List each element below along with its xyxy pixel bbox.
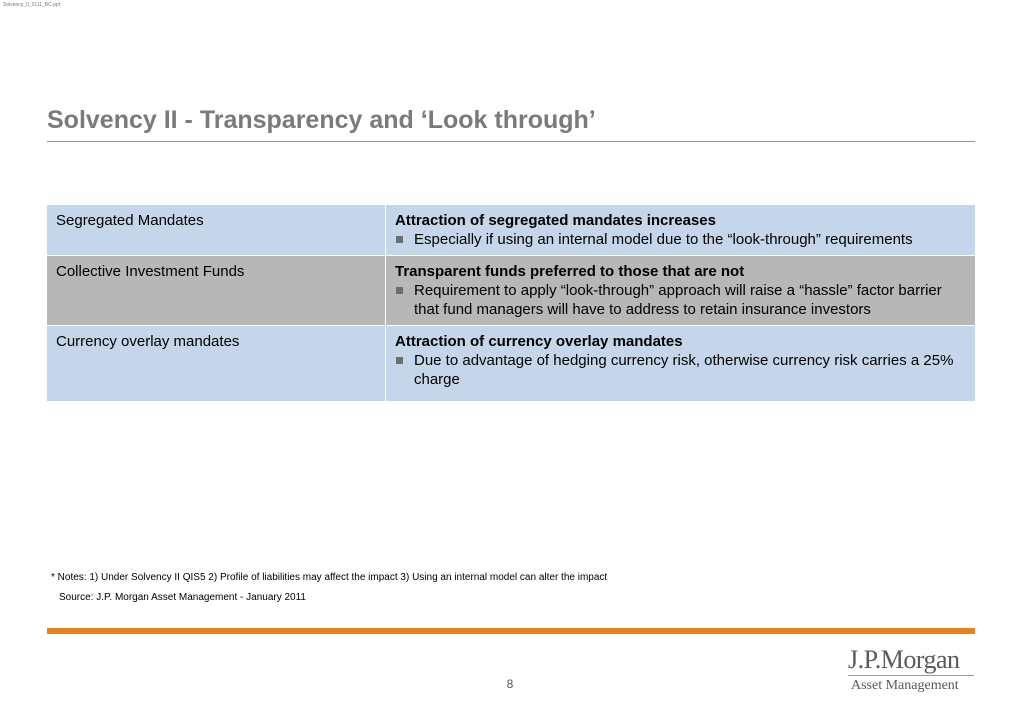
source-note: Source: J.P. Morgan Asset Management - January 2011	[59, 592, 306, 603]
square-bullet-icon	[396, 287, 403, 294]
table-row	[47, 326, 975, 402]
bullet-text: Especially if using an internal model due to the “look-through” requirements	[414, 231, 913, 248]
row-detail	[385, 326, 975, 401]
slide-title: Solvency II - Transparency and ‘Look through’	[47, 106, 596, 134]
row-label: Currency overlay mandates	[56, 333, 240, 350]
row-label: Segregated Mandates	[56, 212, 204, 229]
logo-wordmark: J.P.Morgan	[848, 645, 960, 674]
bullet-item	[395, 230, 965, 249]
row-heading: Transparent funds preferred to those that are not	[395, 263, 745, 280]
table-row	[47, 256, 975, 326]
bullet-item	[395, 281, 965, 319]
logo-divider	[848, 675, 974, 676]
row-heading: Attraction of currency overlay mandates	[395, 333, 683, 350]
table-row	[47, 205, 975, 256]
square-bullet-icon	[396, 236, 403, 243]
bullet-text: Due to advantage of hedging currency risk, otherwise currency risk carries a 25% charge	[414, 352, 954, 388]
row-heading: Attraction of segregated mandates increases	[395, 212, 716, 229]
bullet-item	[395, 351, 965, 389]
file-name-label: Solvency_II_0111_BC.ppt	[3, 2, 61, 8]
title-divider	[47, 141, 975, 142]
footer-divider	[47, 628, 975, 634]
logo-subtitle: Asset Management	[851, 678, 959, 693]
row-label: Collective Investment Funds	[56, 263, 245, 280]
row-detail	[385, 205, 975, 255]
comparison-table	[47, 205, 975, 402]
footnote: * Notes: 1) Under Solvency II QIS5 2) Profile of liabilities may affect the impact 3) Using an internal model can alter the impact	[51, 572, 608, 583]
page-number: 8	[506, 677, 514, 691]
row-detail	[385, 256, 975, 325]
square-bullet-icon	[396, 357, 403, 364]
bullet-text: Requirement to apply “look-through” approach will raise a “hassle” factor barrier that fund managers will have to address to retain insurance investors	[414, 282, 942, 318]
jpmorgan-logo	[848, 646, 976, 694]
